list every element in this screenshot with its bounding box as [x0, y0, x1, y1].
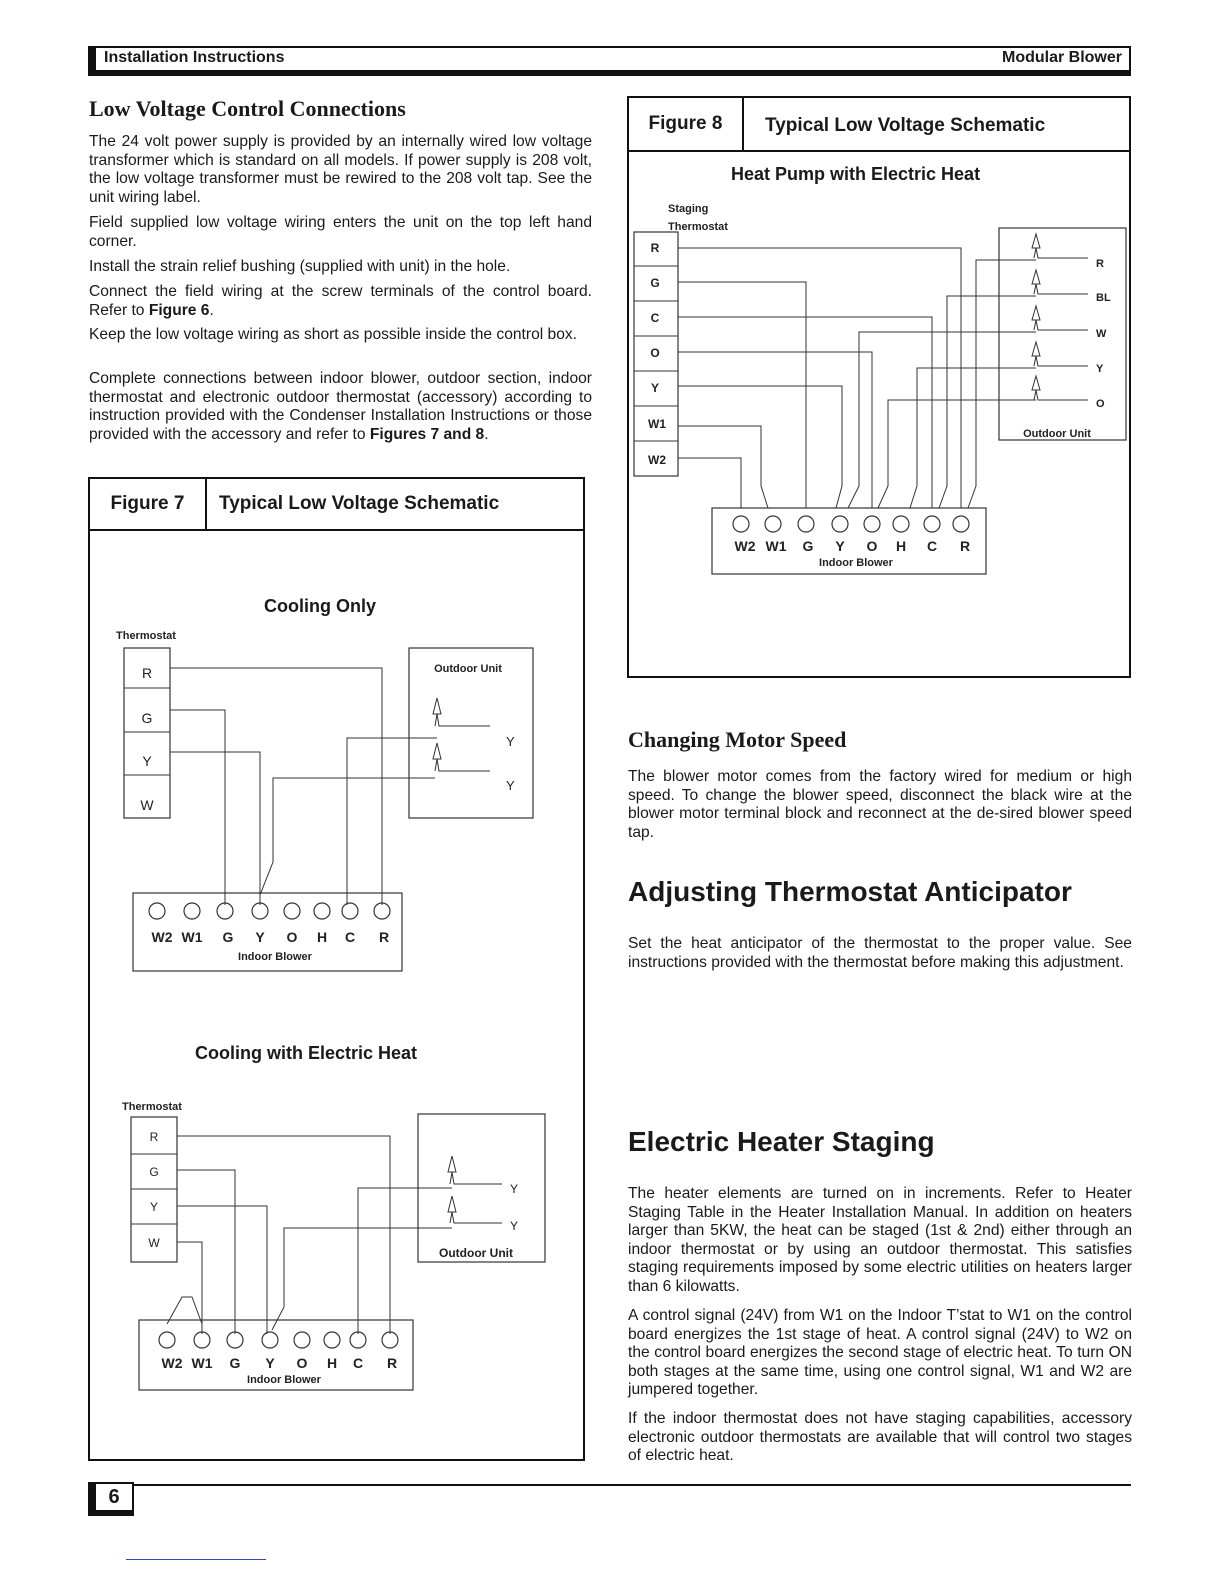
cooling-only-blower-y: Y: [255, 929, 265, 945]
cooling-only-wire-g: [170, 710, 225, 905]
cooling-only-blower-r: R: [378, 929, 390, 945]
heat-pump-wire-w2: [678, 458, 741, 508]
motor-speed-title: Changing Motor Speed: [628, 727, 847, 752]
cooling-only-wire-c1: [347, 738, 437, 905]
low-voltage-title: Low Voltage Control Connections: [89, 96, 406, 121]
heat-pump-wire-c: [678, 317, 932, 508]
header-underline: [88, 72, 1131, 76]
cooling-only-tstat-r: R: [141, 665, 153, 681]
heat-pump-blower-g: G: [802, 538, 814, 554]
heat-pump-tstat-c: C: [650, 311, 660, 325]
cooling-heat-contactor-2: [448, 1196, 502, 1223]
cooling-heat-tstat-r: R: [149, 1130, 159, 1144]
figure-7-tag: Figure 7: [90, 479, 207, 529]
heat-pump-wire-out-w: [848, 332, 1036, 508]
cooling-heat-contactor-1: [448, 1156, 502, 1184]
heater-staging-p1: The heater elements are turned on in increments. Refer to Heater Staging Table in the Heater Installation Manual. In addition on heaters larger than 5KW, the heat can be staged (1st & 2nd) either through an indoor thermostat or by using an outdoor thermostat. This satisfies staging requirements imposed by some electric utilities on heaters larger than 6 kilowatts.: [628, 1185, 1132, 1295]
cooling-heat-blower-h: H: [326, 1355, 338, 1371]
cooling-heat-outdoor-y1: Y: [510, 1182, 519, 1196]
heat-pump-blower-label: Indoor Blower: [819, 557, 893, 569]
cooling-heat-wire-g: [177, 1170, 235, 1334]
cooling-heat-blower-r: R: [386, 1355, 398, 1371]
cooling-heat-diagram: [100, 1092, 560, 1402]
heat-pump-wire-y: [678, 386, 842, 508]
heat-pump-blower-h: H: [895, 538, 907, 554]
cooling-only-contactor-1: [433, 698, 490, 726]
cooling-heat-thermostat-label: Thermostat: [122, 1101, 182, 1113]
cooling-only-thermostat-label: Thermostat: [116, 630, 176, 642]
heat-pump-tstat-w2: W2: [648, 453, 666, 467]
cooling-heat-wire-y: [177, 1206, 267, 1334]
cooling-only-tstat-g: G: [141, 710, 153, 726]
heat-pump-tstat-w1: W1: [648, 417, 666, 431]
cooling-heat-blower-g: G: [229, 1355, 241, 1371]
cooling-only-blower-w2: W2: [151, 929, 173, 945]
heat-pump-wire-out-bl: [939, 296, 1036, 508]
figures-7-8-ref: Figures 7 and 8: [369, 425, 485, 443]
heater-staging-p3: If the indoor thermostat does not have staging capabilities, accessory electronic outdoor thermostats are available that will control two stages of electric heat.: [628, 1410, 1132, 1465]
heat-pump-wire-r: [678, 248, 961, 508]
link-underline: [126, 1559, 266, 1560]
heater-staging-title: Electric Heater Staging: [628, 1126, 935, 1157]
cooling-only-blower-h: H: [316, 929, 328, 945]
anticipator-p1: Set the heat anticipator of the thermostat to the proper value. See instructions provided with the thermostat before making this adjustment.: [628, 935, 1132, 971]
heat-pump-tstat-r: R: [650, 241, 660, 255]
cooling-heat-wire-c1: [358, 1188, 452, 1334]
low-voltage-p1: The 24 volt power supply is provided by an internally wired low voltage transformer which is standard on all models. If power supply is 208 volt, the low voltage transformer must be rewired to the 208 volt tap. See the unit wiring label.: [89, 133, 592, 206]
heat-pump-outdoor-o: O: [1096, 398, 1105, 410]
cooling-only-blower-label: Indoor Blower: [238, 951, 312, 963]
cooling-only-outdoor-y2: Y: [506, 778, 515, 793]
cooling-only-blower-o: O: [286, 929, 298, 945]
figure-7-title: Typical Low Voltage Schematic: [219, 493, 500, 514]
cooling-heat-blower-label: Indoor Blower: [247, 1374, 321, 1386]
heat-pump-outdoor-r: R: [1096, 258, 1104, 270]
heat-pump-tstat-g: G: [650, 276, 660, 290]
cooling-only-blower-c: C: [344, 929, 356, 945]
figure-6-ref: Figure 6: [148, 301, 210, 319]
figure-8-tag: Figure 8: [629, 98, 744, 150]
footer-line: [133, 1484, 1131, 1486]
heat-pump-diagram: [630, 196, 1128, 580]
cooling-only-wire-r: [170, 668, 382, 905]
low-voltage-p5: Keep the low voltage wiring as short as possible inside the control box.: [89, 326, 578, 343]
heat-pump-outdoor-w: W: [1096, 328, 1107, 340]
heat-pump-blower-r: R: [959, 538, 971, 554]
cooling-heat-wire-c2: [272, 1228, 452, 1330]
heat-pump-tstat-y: Y: [650, 381, 660, 395]
low-voltage-p4: Connect the field wiring at the screw terminals of the control board. Refer to Figure 6.: [89, 283, 592, 319]
heat-pump-outdoor-y: Y: [1096, 363, 1104, 375]
motor-speed-p1: The blower motor comes from the factory wired for medium or high speed. To change the blower speed, disconnect the black wire at the blower motor terminal block and reconnect at the de-sired blower speed tap.: [628, 768, 1132, 841]
heat-pump-blower-o: O: [866, 538, 878, 554]
heat-pump-thermostat-label-1: Staging: [668, 203, 709, 215]
cooling-only-tstat-w: W: [140, 797, 154, 813]
heat-pump-wire-out-o: [878, 400, 1036, 508]
cooling-heat-tstat-w: W: [148, 1236, 160, 1250]
cooling-only-blower-w1: W1: [181, 929, 203, 945]
cooling-only-blower-g: G: [222, 929, 234, 945]
cooling-heat-outdoor-label: Outdoor Unit: [439, 1246, 513, 1260]
cooling-heat-blower-o: O: [296, 1355, 308, 1371]
low-voltage-p6: Complete connections between indoor blower, outdoor section, indoor thermostat and electronic outdoor thermostat (accessory) according to instruction provided with the Condenser Installation Instructions or those provided with the accessory and refer to Figures 7 and 8.: [89, 370, 592, 443]
heat-pump-blower-w2: W2: [734, 538, 756, 554]
heat-pump-wire-g: [678, 282, 806, 508]
cooling-only-outdoor-y1: Y: [506, 734, 515, 749]
anticipator-title: Adjusting Thermostat Anticipator: [628, 876, 1072, 907]
heat-pump-contactors: [1032, 234, 1088, 400]
cooling-heat-blower-y: Y: [265, 1355, 275, 1371]
cooling-only-contactor-2: [433, 743, 490, 771]
heat-pump-blower-y: Y: [835, 538, 845, 554]
cooling-only-outdoor-label: Outdoor Unit: [434, 663, 502, 675]
heat-pump-thermostat-label-2: Thermostat: [668, 221, 728, 233]
cooling-only-diagram: [100, 620, 560, 990]
cooling-only-subtitle: Cooling Only: [264, 596, 376, 616]
heat-pump-wire-out-r: [968, 260, 1036, 508]
cooling-heat-outdoor-y2: Y: [510, 1219, 519, 1233]
heat-pump-wire-w1: [678, 426, 768, 508]
heat-pump-blower-c: C: [926, 538, 938, 554]
cooling-only-tstat-y: Y: [142, 753, 152, 769]
cooling-heat-blower-w2: W2: [161, 1355, 183, 1371]
figure-8-title: Typical Low Voltage Schematic: [765, 115, 1046, 136]
heat-pump-outdoor-label: Outdoor Unit: [1023, 428, 1091, 440]
low-voltage-p2: Field supplied low voltage wiring enters the unit on the top left hand corner.: [89, 214, 592, 250]
cooling-only-wire-y: [170, 752, 260, 905]
cooling-heat-tstat-g: G: [149, 1165, 159, 1179]
header-left: Installation Instructions: [104, 49, 285, 66]
heater-staging-p2: A control signal (24V) from W1 on the Indoor T’stat to W1 on the control board energizes the 1st stage of heat. A control signal (24V) to W2 on the control board energizes the second stage of electric heat. To turn ON both stages at the same time, using one control signal, W1 and W2 are jumpered together.: [628, 1307, 1132, 1399]
header-right: Modular Blower: [1001, 49, 1122, 66]
heat-pump-blower-w1: W1: [765, 538, 787, 554]
cooling-heat-blower-c: C: [352, 1355, 364, 1371]
heat-pump-tstat-o: O: [650, 346, 660, 360]
figure-7-header: [90, 479, 583, 531]
low-voltage-p3: Install the strain relief bushing (supplied with unit) in the hole.: [89, 258, 511, 275]
heat-pump-wire-o: [678, 352, 872, 508]
cooling-heat-blower-w1: W1: [191, 1355, 213, 1371]
cooling-heat-subtitle: Cooling with Electric Heat: [195, 1043, 418, 1063]
heat-pump-wire-out-y: [910, 368, 1036, 508]
figure-8-header: [629, 98, 1129, 152]
heat-pump-subtitle: Heat Pump with Electric Heat: [731, 164, 981, 184]
cooling-heat-tstat-y: Y: [149, 1200, 159, 1214]
page-number: 6: [88, 1482, 134, 1516]
heat-pump-outdoor-bl: BL: [1096, 292, 1111, 304]
